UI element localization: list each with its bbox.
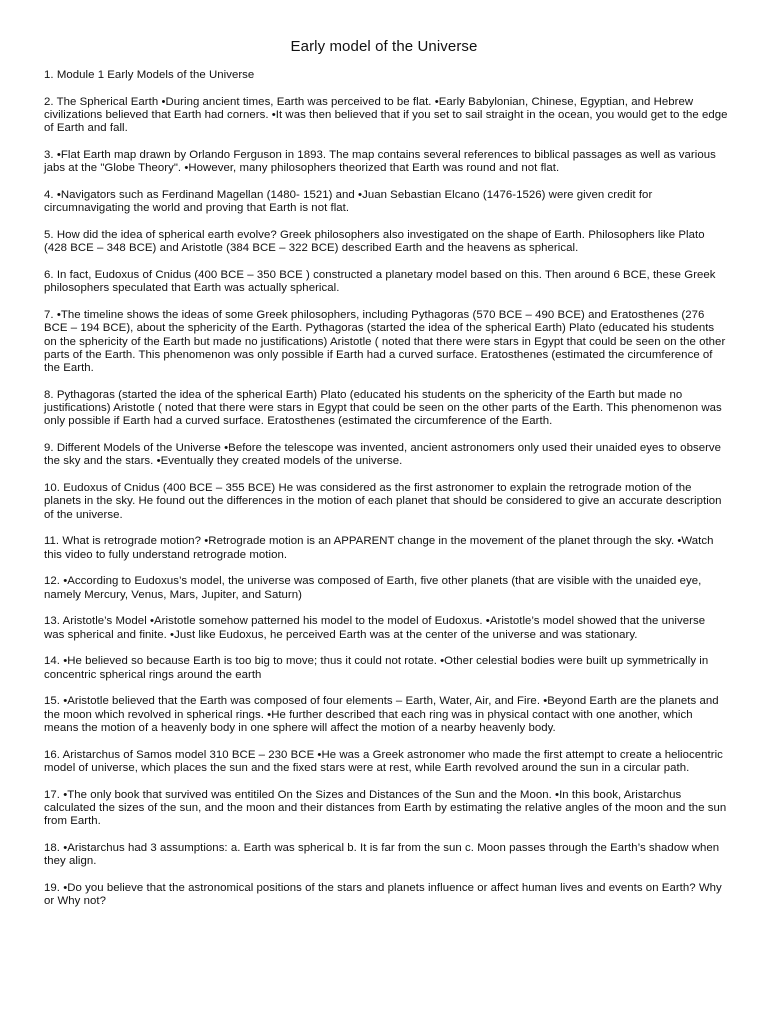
paragraph: 6. In fact, Eudoxus of Cnidus (400 BCE – 350 BCE ) constructed a planetary model based on this. Then around 6 BCE, these Greek philosophers speculated that Earth was actually spherical. xyxy=(44,268,716,295)
paragraph: 10. Eudoxus of Cnidus (400 BCE – 355 BCE) He was considered as the first astronomer to explain the retrograde motion of the planets in the sky. He found out the differences in the motion of each planet that should be considered to give an accurate description of the universe. xyxy=(44,482,722,521)
paragraph: 9. Different Models of the Universe •Before the telescope was invented, ancient astronomers only used their unaided eyes to observe the sky and the stars. •Eventually they created models of the universe. xyxy=(44,442,722,468)
paragraph: 16. Aristarchus of Samos model 310 BCE – 230 BCE •He was a Greek astronomer who made the first attempt to create a heliocentric model of universe, which places the sun and the fixed stars were at rest, while Earth revolved around the sun in a circular path. xyxy=(44,748,723,774)
paragraph: 5. How did the idea of spherical earth evolve? Greek philosophers also investigated on the shape of Earth. Philosophers like Plato (428 BCE – 348 BCE) and Aristotle (384 BCE – 322 BCE) described Earth and the heavens as spherical. xyxy=(44,228,705,255)
document-body xyxy=(44,69,728,922)
paragraph: 8. Pythagoras (started the idea of the spherical Earth) Plato (educated his students on the sphericity of the Earth but made no justifications) Aristotle ( noted that there were stars in Egypt that could be seen on the other parts of the Earth. This phenomenon was only possible if Earth had a curved surface. Eratosthenes (estimated the circumference of the Earth. xyxy=(44,388,722,428)
paragraph: 4. •Navigators such as Ferdinand Magellan (1480- 1521) and •Juan Sebastian Elcano (1476-1526) were given credit for circumnavigating the world and proving that Earth is not flat. xyxy=(44,188,653,215)
paragraph: 18. •Aristarchus had 3 assumptions: a. Earth was spherical b. It is far from the sun c. Moon passes through the Earth’s shadow when they align. xyxy=(44,841,720,868)
paragraph: 2. The Spherical Earth •During ancient times, Earth was perceived to be flat. •Early Babylonian, Chinese, Egyptian, and Hebrew civilizations believed that Earth had corners. •It was then believed that if you set to sail straight in the ocean, you would get to the edge of Earth and fall. xyxy=(44,95,728,135)
paragraph: 14. •He believed so because Earth is too big to move; thus it could not rotate. •Other celestial bodies were built up symmetrically in concentric spherical rings around the earth xyxy=(44,655,709,681)
paragraph: 11. What is retrograde motion? •Retrograde motion is an APPARENT change in the movement of the planet through the sky. •Watch this video to fully understand retrograde motion. xyxy=(44,535,714,561)
paragraph: 19. •Do you believe that the astronomical positions of the stars and planets influence or affect human lives and events on Earth? Why or Why not? xyxy=(44,881,722,908)
paragraph: 12. •According to Eudoxus’s model, the universe was composed of Earth, five other planets (that are visible with the unaided eye, namely Mercury, Venus, Mars, Jupiter, and Saturn) xyxy=(44,575,702,601)
paragraph: 7. •The timeline shows the ideas of some Greek philosophers, including Pythagoras (570 BCE – 490 BCE) and Eratosthenes (276 BCE – 194 BCE), about the sphericity of the Earth. Pythagoras (started the idea of the spherical Earth) Plato (educated his students on the sphericity of the Earth but made no justifications) Aristotle ( noted that there were stars in Egypt that could be seen on the other parts of the Earth. This phenomenon was only possible if Earth had a curved surface. Eratosthenes (estimated the circumference of the Earth. xyxy=(44,308,726,375)
paragraph: 13. Aristotle’s Model •Aristotle somehow patterned his model to the model of Eudoxus. •Aristotle’s model showed that the universe was spherical and finite. •Just like Eudoxus, he perceived Earth was at the center of the universe and was stationary. xyxy=(44,615,706,641)
paragraph: 17. •The only book that survived was entitiled On the Sizes and Distances of the Sun and the Moon. •In this book, Aristarchus calculated the sizes of the sun, and the moon and their distances from Earth by estimating the relative angles of the moon and the sun from Earth. xyxy=(44,788,727,828)
paragraph: 15. •Aristotle believed that the Earth was composed of four elements – Earth, Water, Air, and Fire. •Beyond Earth are the planets and the moon which revolved in spherical rings. •He further described that each ring was in physical contact with one another, which means the motion of a heavenly body in one sphere will affect the motion of a nearby heavenly body. xyxy=(44,695,719,734)
document-title: Early model of the Universe xyxy=(290,38,478,55)
paragraph: 3. •Flat Earth map drawn by Orlando Ferguson in 1893. The map contains several references to biblical passages as well as various jabs at the "Globe Theory". •However, many philosophers theorized that Earth was round and not flat. xyxy=(44,148,716,175)
paragraph: 1. Module 1 Early Models of the Universe xyxy=(44,69,255,81)
